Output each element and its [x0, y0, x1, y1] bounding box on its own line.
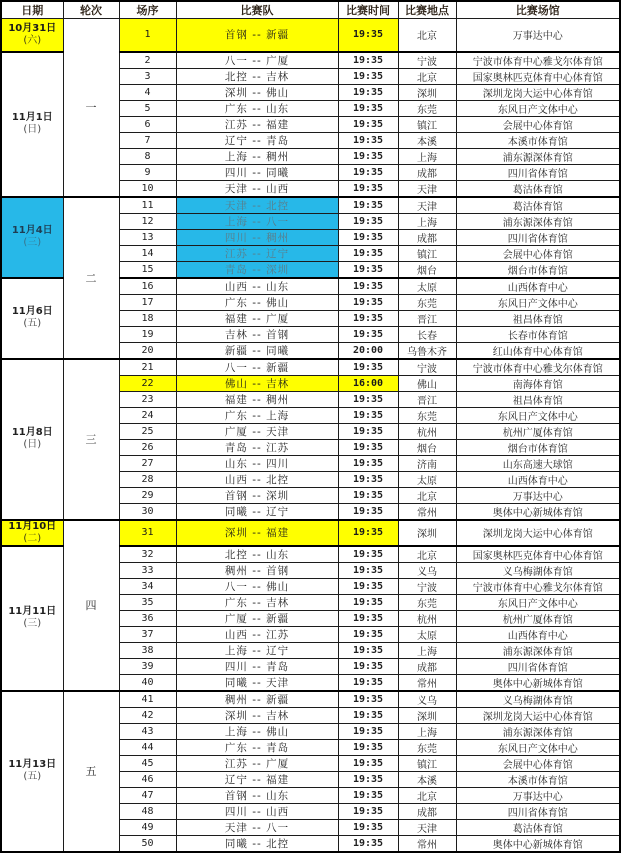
venue-cell: 浦东源深体育馆 — [456, 148, 620, 164]
city-cell: 天津 — [398, 819, 456, 835]
time-cell: 19:35 — [338, 19, 398, 52]
table-row — [1, 19, 620, 52]
city-cell: 天津 — [398, 197, 456, 214]
city-cell: 宁波 — [398, 52, 456, 69]
city-cell: 北京 — [398, 19, 456, 52]
seq-cell: 3 — [119, 68, 176, 84]
time-cell: 19:35 — [338, 310, 398, 326]
header-round: 轮次 — [63, 1, 119, 19]
venue-cell: 东风日产文体中心 — [456, 294, 620, 310]
venue-cell: 本溪市体育馆 — [456, 771, 620, 787]
time-cell: 19:35 — [338, 164, 398, 180]
seq-cell: 19 — [119, 326, 176, 342]
city-cell: 成都 — [398, 803, 456, 819]
date-cell — [1, 19, 63, 52]
seq-cell: 40 — [119, 674, 176, 691]
venue-cell: 杭州广厦体育馆 — [456, 423, 620, 439]
venue-cell: 深圳龙岗大运中心体育馆 — [456, 84, 620, 100]
time-cell: 19:35 — [338, 723, 398, 739]
city-cell: 深圳 — [398, 84, 456, 100]
teams-cell: 天津 -- 北控 — [176, 197, 338, 214]
venue-cell: 会展中心体育馆 — [456, 755, 620, 771]
city-cell: 本溪 — [398, 771, 456, 787]
time-cell: 19:35 — [338, 819, 398, 835]
seq-cell: 47 — [119, 787, 176, 803]
seq-cell: 17 — [119, 294, 176, 310]
time-cell: 19:35 — [338, 423, 398, 439]
city-cell: 东莞 — [398, 407, 456, 423]
teams-cell: 四川 -- 山西 — [176, 803, 338, 819]
time-cell: 19:35 — [338, 626, 398, 642]
venue-cell: 奥体中心新城体育馆 — [456, 835, 620, 852]
teams-cell: 北控 -- 山东 — [176, 546, 338, 563]
seq-cell: 26 — [119, 439, 176, 455]
teams-cell: 同曦 -- 北控 — [176, 835, 338, 852]
city-cell: 常州 — [398, 674, 456, 691]
date-text: 10月31日 — [8, 22, 57, 34]
city-cell: 义乌 — [398, 691, 456, 708]
venue-cell: 会展中心体育馆 — [456, 245, 620, 261]
date-cell — [1, 546, 63, 691]
seq-cell: 48 — [119, 803, 176, 819]
teams-cell: 四川 -- 同曦 — [176, 164, 338, 180]
seq-cell: 4 — [119, 84, 176, 100]
time-cell: 16:00 — [338, 375, 398, 391]
seq-cell: 11 — [119, 197, 176, 214]
seq-cell: 15 — [119, 261, 176, 278]
seq-cell: 7 — [119, 132, 176, 148]
venue-cell: 山东高速大球馆 — [456, 455, 620, 471]
teams-cell: 深圳 -- 福建 — [176, 520, 338, 546]
teams-cell: 同曦 -- 天津 — [176, 674, 338, 691]
weekday-text: (六) — [23, 34, 42, 46]
time-cell: 19:35 — [338, 455, 398, 471]
teams-cell: 江苏 -- 广厦 — [176, 755, 338, 771]
venue-cell: 葛沽体育馆 — [456, 819, 620, 835]
venue-cell: 宁波市体育中心雅戈尔体育馆 — [456, 52, 620, 69]
teams-cell: 广东 -- 青岛 — [176, 739, 338, 755]
round-cell: 四 — [63, 520, 119, 691]
venue-cell: 四川省体育馆 — [456, 658, 620, 674]
venue-cell: 奥体中心新城体育馆 — [456, 503, 620, 520]
venue-cell: 国家奥林匹克体育中心体育馆 — [456, 546, 620, 563]
venue-cell: 四川省体育馆 — [456, 803, 620, 819]
date-cell — [1, 359, 63, 520]
teams-cell: 福建 -- 稠州 — [176, 391, 338, 407]
city-cell: 义乌 — [398, 562, 456, 578]
city-cell: 东莞 — [398, 594, 456, 610]
seq-cell: 38 — [119, 642, 176, 658]
city-cell: 宁波 — [398, 359, 456, 376]
venue-cell: 东风日产文体中心 — [456, 594, 620, 610]
venue-cell: 万事达中心 — [456, 19, 620, 52]
time-cell: 19:35 — [338, 326, 398, 342]
venue-cell: 南海体育馆 — [456, 375, 620, 391]
seq-cell: 49 — [119, 819, 176, 835]
city-cell: 太原 — [398, 278, 456, 295]
seq-cell: 32 — [119, 546, 176, 563]
teams-cell: 山东 -- 四川 — [176, 455, 338, 471]
teams-cell: 首钢 -- 山东 — [176, 787, 338, 803]
seq-cell: 41 — [119, 691, 176, 708]
teams-cell: 广东 -- 山东 — [176, 100, 338, 116]
teams-cell: 佛山 -- 吉林 — [176, 375, 338, 391]
seq-cell: 2 — [119, 52, 176, 69]
teams-cell: 同曦 -- 辽宁 — [176, 503, 338, 520]
seq-cell: 25 — [119, 423, 176, 439]
teams-cell: 首钢 -- 新疆 — [176, 19, 338, 52]
teams-cell: 稠州 -- 首钢 — [176, 562, 338, 578]
teams-cell: 天津 -- 山西 — [176, 180, 338, 197]
header-venue: 比赛场馆 — [456, 1, 620, 19]
seq-cell: 13 — [119, 229, 176, 245]
time-cell: 19:35 — [338, 197, 398, 214]
venue-cell: 宁波市体育中心雅戈尔体育馆 — [456, 578, 620, 594]
weekday-text: (三) — [23, 618, 42, 629]
city-cell: 宁波 — [398, 578, 456, 594]
city-cell: 东莞 — [398, 294, 456, 310]
seq-cell: 16 — [119, 278, 176, 295]
venue-cell: 红山体育中心体育馆 — [456, 342, 620, 359]
city-cell: 北京 — [398, 487, 456, 503]
time-cell: 19:35 — [338, 755, 398, 771]
city-cell: 镇江 — [398, 755, 456, 771]
teams-cell: 广东 -- 佛山 — [176, 294, 338, 310]
seq-cell: 18 — [119, 310, 176, 326]
city-cell: 东莞 — [398, 100, 456, 116]
city-cell: 上海 — [398, 148, 456, 164]
venue-cell: 奥体中心新城体育馆 — [456, 674, 620, 691]
seq-cell: 44 — [119, 739, 176, 755]
time-cell: 19:35 — [338, 52, 398, 69]
venue-cell: 深圳龙岗大运中心体育馆 — [456, 520, 620, 546]
venue-cell: 本溪市体育馆 — [456, 132, 620, 148]
date-text: 11月8日 — [11, 427, 53, 438]
city-cell: 杭州 — [398, 423, 456, 439]
city-cell: 太原 — [398, 626, 456, 642]
seq-cell: 28 — [119, 471, 176, 487]
seq-cell: 5 — [119, 100, 176, 116]
teams-cell: 青岛 -- 深圳 — [176, 261, 338, 278]
teams-cell: 山西 -- 北控 — [176, 471, 338, 487]
header-date: 日期 — [1, 1, 63, 19]
table-header — [1, 1, 620, 19]
table-row — [1, 197, 620, 214]
header-time: 比赛时间 — [338, 1, 398, 19]
city-cell: 烟台 — [398, 261, 456, 278]
venue-cell: 国家奥林匹克体育中心体育馆 — [456, 68, 620, 84]
city-cell: 深圳 — [398, 707, 456, 723]
time-cell: 19:35 — [338, 610, 398, 626]
time-cell: 19:35 — [338, 407, 398, 423]
seq-cell: 14 — [119, 245, 176, 261]
round-cell: 三 — [63, 359, 119, 520]
teams-cell: 深圳 -- 吉林 — [176, 707, 338, 723]
time-cell: 19:35 — [338, 803, 398, 819]
date-text: 11月11日 — [8, 606, 57, 617]
seq-cell: 37 — [119, 626, 176, 642]
teams-cell: 上海 -- 八一 — [176, 213, 338, 229]
city-cell: 常州 — [398, 835, 456, 852]
teams-cell: 上海 -- 佛山 — [176, 723, 338, 739]
time-cell: 19:35 — [338, 739, 398, 755]
seq-cell: 42 — [119, 707, 176, 723]
venue-cell: 山西体育中心 — [456, 471, 620, 487]
time-cell: 19:35 — [338, 84, 398, 100]
venue-cell: 浦东源深体育馆 — [456, 642, 620, 658]
seq-cell: 27 — [119, 455, 176, 471]
venue-cell: 万事达中心 — [456, 487, 620, 503]
venue-cell: 深圳龙岗大运中心体育馆 — [456, 707, 620, 723]
weekday-text: (二) — [23, 532, 42, 544]
venue-cell: 会展中心体育馆 — [456, 116, 620, 132]
teams-cell: 山西 -- 江苏 — [176, 626, 338, 642]
venue-cell: 长春市体育馆 — [456, 326, 620, 342]
date-cell — [1, 691, 63, 852]
teams-cell: 广东 -- 上海 — [176, 407, 338, 423]
time-cell: 19:35 — [338, 261, 398, 278]
city-cell: 太原 — [398, 471, 456, 487]
header-row — [1, 1, 620, 19]
city-cell: 镇江 — [398, 116, 456, 132]
city-cell: 成都 — [398, 164, 456, 180]
venue-cell: 四川省体育馆 — [456, 229, 620, 245]
time-cell: 19:35 — [338, 359, 398, 376]
venue-cell: 烟台市体育馆 — [456, 439, 620, 455]
seq-cell: 36 — [119, 610, 176, 626]
time-cell: 19:35 — [338, 546, 398, 563]
teams-cell: 广东 -- 吉林 — [176, 594, 338, 610]
city-cell: 乌鲁木齐 — [398, 342, 456, 359]
teams-cell: 首钢 -- 深圳 — [176, 487, 338, 503]
time-cell: 19:35 — [338, 391, 398, 407]
time-cell: 19:35 — [338, 132, 398, 148]
venue-cell: 杭州广厦体育馆 — [456, 610, 620, 626]
time-cell: 19:35 — [338, 658, 398, 674]
time-cell: 19:35 — [338, 180, 398, 197]
teams-cell: 江苏 -- 辽宁 — [176, 245, 338, 261]
time-cell: 19:35 — [338, 707, 398, 723]
date-cell — [1, 197, 63, 278]
teams-cell: 辽宁 -- 福建 — [176, 771, 338, 787]
city-cell: 长春 — [398, 326, 456, 342]
seq-cell: 10 — [119, 180, 176, 197]
venue-cell: 义乌梅湖体育馆 — [456, 691, 620, 708]
weekday-text: (三) — [23, 237, 42, 248]
teams-cell: 四川 -- 青岛 — [176, 658, 338, 674]
time-cell: 19:35 — [338, 100, 398, 116]
table-row — [1, 691, 620, 708]
teams-cell: 八一 -- 新疆 — [176, 359, 338, 376]
venue-cell: 山西体育中心 — [456, 626, 620, 642]
time-cell: 19:35 — [338, 116, 398, 132]
venue-cell: 四川省体育馆 — [456, 164, 620, 180]
time-cell: 19:35 — [338, 674, 398, 691]
city-cell: 上海 — [398, 642, 456, 658]
venue-cell: 东风日产文体中心 — [456, 407, 620, 423]
city-cell: 杭州 — [398, 610, 456, 626]
city-cell: 北京 — [398, 787, 456, 803]
seq-cell: 31 — [119, 520, 176, 546]
city-cell: 成都 — [398, 658, 456, 674]
teams-cell: 江苏 -- 福建 — [176, 116, 338, 132]
teams-cell: 天津 -- 八一 — [176, 819, 338, 835]
venue-cell: 浦东源深体育馆 — [456, 213, 620, 229]
teams-cell: 辽宁 -- 青岛 — [176, 132, 338, 148]
seq-cell: 6 — [119, 116, 176, 132]
venue-cell: 浦东源深体育馆 — [456, 723, 620, 739]
teams-cell: 八一 -- 佛山 — [176, 578, 338, 594]
date-cell — [1, 520, 63, 546]
teams-cell: 吉林 -- 首钢 — [176, 326, 338, 342]
seq-cell: 9 — [119, 164, 176, 180]
teams-cell: 上海 -- 稠州 — [176, 148, 338, 164]
seq-cell: 12 — [119, 213, 176, 229]
seq-cell: 34 — [119, 578, 176, 594]
time-cell: 19:35 — [338, 68, 398, 84]
time-cell: 19:35 — [338, 787, 398, 803]
city-cell: 成都 — [398, 229, 456, 245]
date-cell — [1, 278, 63, 359]
weekday-text: (日) — [23, 124, 42, 135]
teams-cell: 八一 -- 广厦 — [176, 52, 338, 69]
seq-cell: 46 — [119, 771, 176, 787]
teams-cell: 广厦 -- 新疆 — [176, 610, 338, 626]
time-cell: 19:35 — [338, 278, 398, 295]
time-cell: 19:35 — [338, 471, 398, 487]
city-cell: 北京 — [398, 546, 456, 563]
city-cell: 镇江 — [398, 245, 456, 261]
teams-cell: 青岛 -- 江苏 — [176, 439, 338, 455]
header-seq: 场序 — [119, 1, 176, 19]
seq-cell: 1 — [119, 19, 176, 52]
time-cell: 19:35 — [338, 520, 398, 546]
seq-cell: 39 — [119, 658, 176, 674]
seq-cell: 23 — [119, 391, 176, 407]
venue-cell: 宁波市体育中心雅戈尔体育馆 — [456, 359, 620, 376]
city-cell: 天津 — [398, 180, 456, 197]
header-teams: 比赛队 — [176, 1, 338, 19]
seq-cell: 33 — [119, 562, 176, 578]
seq-cell: 43 — [119, 723, 176, 739]
time-cell: 20:00 — [338, 342, 398, 359]
time-cell: 19:35 — [338, 294, 398, 310]
date-text: 11月10日 — [8, 520, 57, 532]
time-cell: 19:35 — [338, 578, 398, 594]
teams-cell: 广厦 -- 天津 — [176, 423, 338, 439]
venue-cell: 东风日产文体中心 — [456, 739, 620, 755]
city-cell: 佛山 — [398, 375, 456, 391]
seq-cell: 29 — [119, 487, 176, 503]
time-cell: 19:35 — [338, 642, 398, 658]
date-text: 11月6日 — [11, 306, 53, 317]
seq-cell: 35 — [119, 594, 176, 610]
city-cell: 上海 — [398, 723, 456, 739]
time-cell: 19:35 — [338, 229, 398, 245]
teams-cell: 新疆 -- 同曦 — [176, 342, 338, 359]
time-cell: 19:35 — [338, 562, 398, 578]
teams-cell: 福建 -- 广厦 — [176, 310, 338, 326]
round-cell: 五 — [63, 691, 119, 852]
time-cell: 19:35 — [338, 594, 398, 610]
city-cell: 东莞 — [398, 739, 456, 755]
weekday-text: (日) — [23, 439, 42, 450]
weekday-text: (五) — [23, 318, 42, 329]
header-city: 比赛地点 — [398, 1, 456, 19]
city-cell: 北京 — [398, 68, 456, 84]
venue-cell: 义乌梅湖体育馆 — [456, 562, 620, 578]
city-cell: 常州 — [398, 503, 456, 520]
seq-cell: 20 — [119, 342, 176, 359]
table-body — [1, 19, 620, 852]
seq-cell: 45 — [119, 755, 176, 771]
seq-cell: 21 — [119, 359, 176, 376]
seq-cell: 8 — [119, 148, 176, 164]
city-cell: 济南 — [398, 455, 456, 471]
city-cell: 上海 — [398, 213, 456, 229]
seq-cell: 22 — [119, 375, 176, 391]
teams-cell: 稠州 -- 新疆 — [176, 691, 338, 708]
date-text: 11月13日 — [8, 759, 57, 770]
venue-cell: 葛沽体育馆 — [456, 180, 620, 197]
venue-cell: 葛沽体育馆 — [456, 197, 620, 214]
seq-cell: 50 — [119, 835, 176, 852]
teams-cell: 山西 -- 山东 — [176, 278, 338, 295]
time-cell: 19:35 — [338, 245, 398, 261]
venue-cell: 山西体育中心 — [456, 278, 620, 295]
venue-cell: 烟台市体育馆 — [456, 261, 620, 278]
teams-cell: 北控 -- 吉林 — [176, 68, 338, 84]
time-cell: 19:35 — [338, 213, 398, 229]
date-text: 11月4日 — [11, 225, 53, 236]
city-cell: 晋江 — [398, 391, 456, 407]
venue-cell: 东风日产文体中心 — [456, 100, 620, 116]
time-cell: 19:35 — [338, 771, 398, 787]
time-cell: 19:35 — [338, 439, 398, 455]
seq-cell: 24 — [119, 407, 176, 423]
teams-cell: 深圳 -- 佛山 — [176, 84, 338, 100]
time-cell: 19:35 — [338, 487, 398, 503]
time-cell: 19:35 — [338, 148, 398, 164]
round-cell: 一 — [63, 19, 119, 197]
table-row — [1, 520, 620, 546]
teams-cell: 四川 -- 稠州 — [176, 229, 338, 245]
weekday-text: (五) — [23, 771, 42, 782]
venue-cell: 祖昌体育馆 — [456, 310, 620, 326]
venue-cell: 祖昌体育馆 — [456, 391, 620, 407]
time-cell: 19:35 — [338, 691, 398, 708]
city-cell: 深圳 — [398, 520, 456, 546]
city-cell: 烟台 — [398, 439, 456, 455]
time-cell: 19:35 — [338, 503, 398, 520]
round-cell: 二 — [63, 197, 119, 359]
teams-cell: 上海 -- 辽宁 — [176, 642, 338, 658]
seq-cell: 30 — [119, 503, 176, 520]
time-cell: 19:35 — [338, 835, 398, 852]
city-cell: 本溪 — [398, 132, 456, 148]
city-cell: 晋江 — [398, 310, 456, 326]
date-text: 11月1日 — [11, 112, 53, 123]
venue-cell: 万事达中心 — [456, 787, 620, 803]
date-cell — [1, 52, 63, 197]
table-row — [1, 359, 620, 376]
